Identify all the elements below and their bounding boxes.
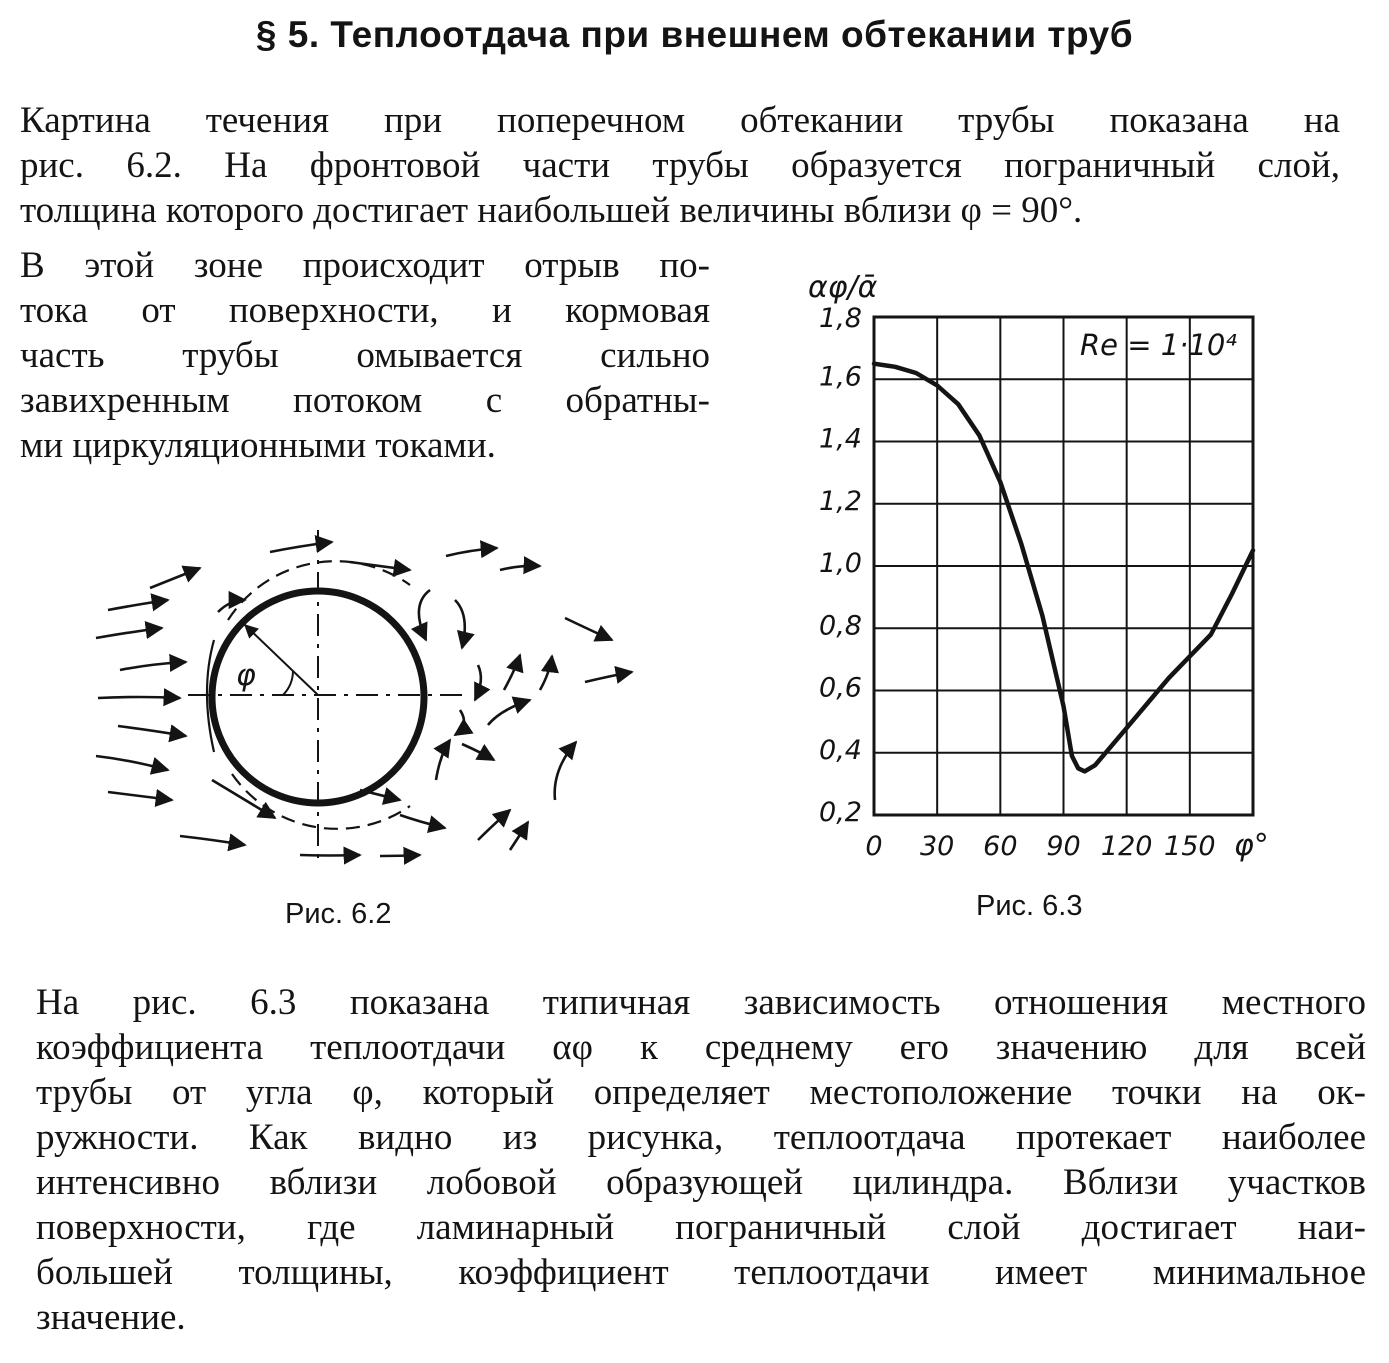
y-tick-label: 0,6 (819, 672, 862, 704)
bottom-line: поверхности, где ламинарный пограничный слой достигает наи- (36, 1207, 1366, 1248)
x-tick-label: 90 (1046, 831, 1081, 862)
x-tick-label: 120 (1100, 831, 1153, 862)
side-line: В этой зоне происходит отрыв по- (20, 245, 710, 286)
side-line: тока от поверхности, и кормовая (20, 290, 710, 331)
y-tick-label: 1,6 (819, 361, 862, 393)
chart-grid (874, 317, 1253, 815)
x-tick-label: 30 (919, 831, 955, 862)
y-tick-label: 1,8 (819, 303, 862, 334)
bottom-line: интенсивно вблизи лобовой образующей цилиндра. Вблизи участков (36, 1162, 1366, 1203)
bottom-line: трубы от угла φ, который определяет местоположение точки на ок- (36, 1072, 1366, 1113)
y-tick-label: 0,2 (819, 797, 862, 828)
figure-6-3-caption: Рис. 6.3 (976, 890, 1083, 922)
y-tick-label: 1,2 (819, 485, 862, 517)
y-tick-label: 0,4 (819, 734, 862, 766)
figure-6-2-caption: Рис. 6.2 (285, 898, 392, 930)
side-line: завихренным потоком с обратны- (20, 380, 710, 421)
x-tick-label: 0 (865, 831, 883, 862)
y-tick-label: 1,4 (819, 423, 862, 455)
side-line: часть трубы омывается сильно (20, 335, 710, 376)
bottom-line: коэффициента теплоотдачи αφ к среднему его значению для всей (36, 1027, 1366, 1068)
y-tick-label: 0,8 (819, 610, 862, 642)
chart-ticks (819, 303, 1216, 862)
intro-line: Картина течения при поперечном обтекании трубы показана на (20, 100, 1340, 141)
reynolds-annotation: Re = 1·10⁴ (1080, 328, 1237, 362)
bottom-paragraph (36, 980, 1366, 1340)
x-tick-label: 60 (983, 831, 1018, 862)
bottom-line: большей толщины, коэффициент теплоотдачи имеет минимальное (36, 1252, 1366, 1293)
x-tick-label: 150 (1164, 831, 1216, 862)
x-axis-label: φ° (1234, 828, 1269, 863)
bottom-line: На рис. 6.3 показана типичная зависимость отношения местного (36, 982, 1366, 1023)
bottom-line: ружности. Как видно из рисунка, теплоотдача протекает наиболее (36, 1117, 1366, 1158)
y-axis-label: αφ/ᾱ (808, 270, 878, 305)
y-tick-label: 1,0 (819, 548, 862, 579)
intro-line: толщина которого достигает наибольшей величины вблизи φ = 90°. (20, 190, 1083, 231)
section-title: § 5. Теплоотдача при внешнем обтекании труб (255, 14, 1134, 55)
bottom-line: значение. (36, 1297, 186, 1338)
side-line: ми циркуляционными токами. (20, 425, 496, 466)
angle-label: φ (236, 658, 256, 693)
intro-line: рис. 6.2. На фронтовой части трубы образуется пограничный слой, (20, 145, 1340, 186)
